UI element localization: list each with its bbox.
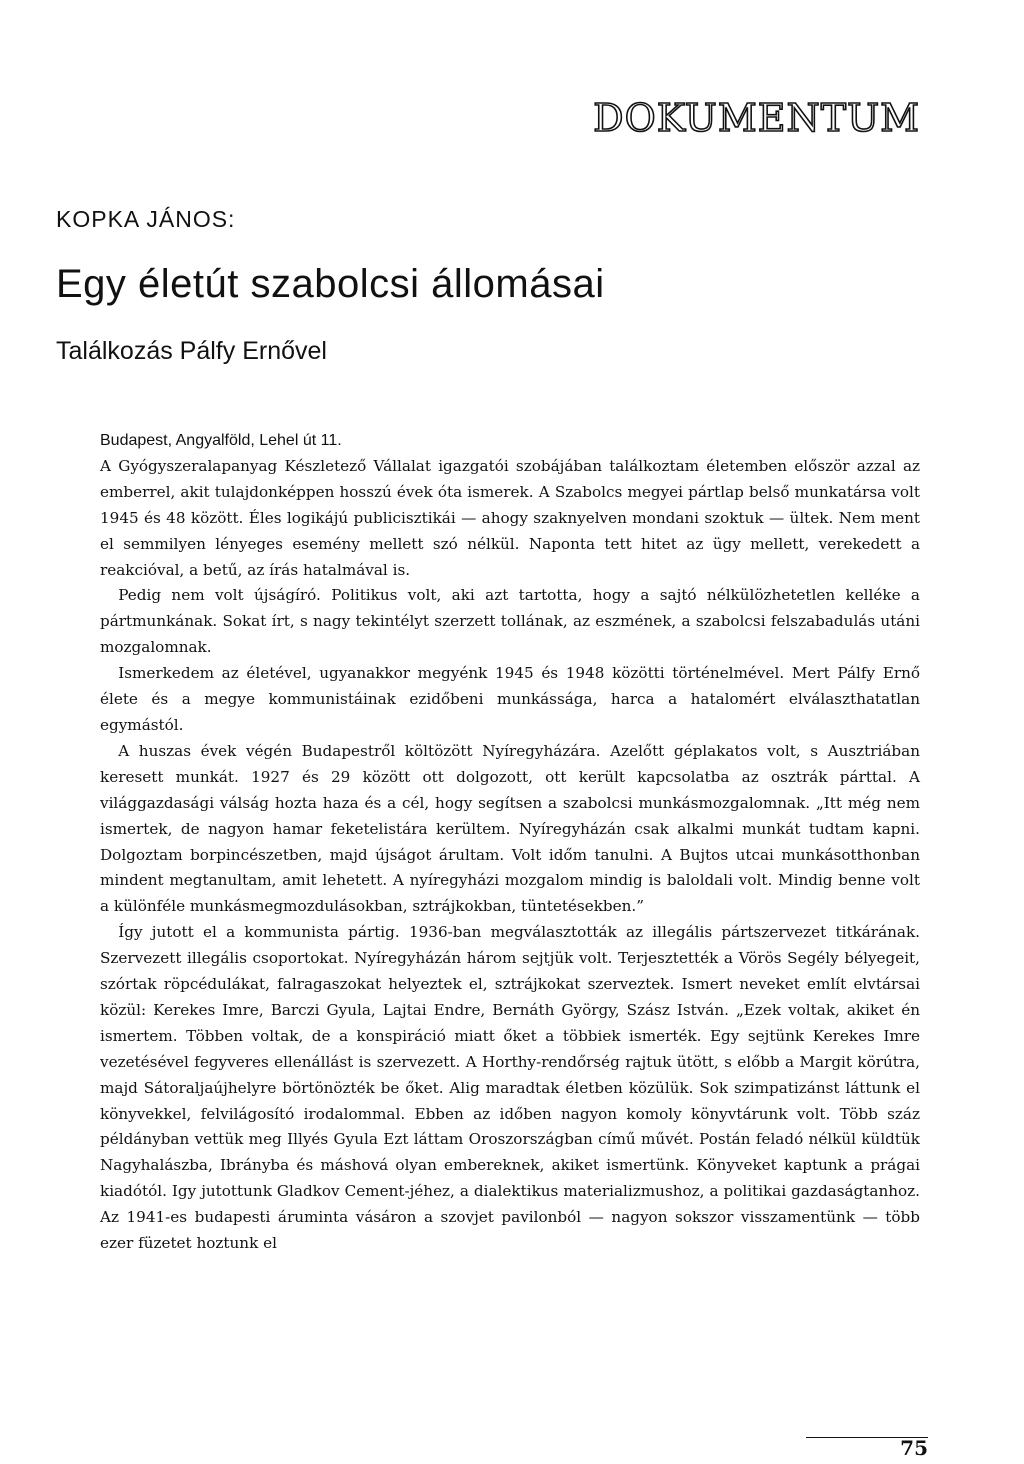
paragraph: A huszas évek végén Budapestről költözött Nyíregyházára. Azelőtt géplakatos volt, s Ausztriában keresett munkát. 1927 és 29 között ott dolgozott, ott került kapcsolatba az osztrák párttal. A világgazdasági válság hozta haza és a cél, hogy segítsen a szabolcsi munkásmozgalomnak. „Itt még nem ismertek, de nagyon hamar feketelistára kerültem. Nyíregyházán csak alkalmi munkát tudtam kapni. Dolgoztam borpincészetben, majd újságot árultam. Volt időm tanulni. A Bujtos utcai munkásotthonban mindent megtanultam, amit lehetett. A nyíregyházi mozgalom mindig is baloldali volt. Mindig benne volt a különféle munkásmegmozdulásokban, sztrájkokban, tüntetésekben.” xyxy=(100,741,920,916)
article-body xyxy=(100,428,920,1257)
paragraph: A Gyógyszeralapanyag Készletező Vállalat igazgatói szobájában találkoztam életemben először azzal az emberrel, akit tulajdonképpen hosszú évek óta ismerek. A Szabolcs megyei pártlap belső munkatársa volt 1945 és 48 között. Éles logikájú publicisztikái — ahogy szaknyelven mondani szoktuk — ültek. Nem ment el semmilyen lényeges esemény mellett szó nélkül. Naponta tett hitet az ügy mellett, verekedett a reakcióval, a betű, az írás hatalmával is. xyxy=(100,456,920,579)
section-label: DOKUMENTUM xyxy=(593,96,920,140)
paragraph: Ismerkedem az életével, ugyanakkor megyénk 1945 és 1948 közötti történelmével. Mert Pálfy Ernő élete és a megye kommunistáinak ezidőbeni munkássága, harca a hatalomért elválaszthatatlan egymástól. xyxy=(100,664,920,734)
page-number: 75 xyxy=(900,1436,928,1460)
paragraph: Így jutott el a kommunista pártig. 1936-ban megválasztották az illegális pártszervezet titkárának. Szervezett illegális csoportokat. Nyíregyházán három sejtjük volt. Terjesztették a Vörös Segély bélyegeit, szórtak röpcédulákat, falragaszokat helyeztek el, sztrájkokat szerveztek. Ismert neveket említ elvtársai közül: Kerekes Imre, Barczi Gyula, Lajtai Endre, Bernáth György, Szász István. „Ezek voltak, akiket én ismertem. Többen voltak, de a konspiráció miatt őket a többiek ismerték. Egy sejtünk Kerekes Imre vezetésével fegyveres ellenállást is szervezett. A Horthy-rendőrség rajtuk ütött, s előbb a Margit körútra, majd Sátoraljaújhelyre börtönözték be őket. Alig maradtak életben közülük. Sok szimpatizánst láttunk el könyvekkel, felvilágosító irodalommal. Ebben az időben nagyon komoly könyvtárunk volt. Több száz példányban vettük meg Illyés Gyula Ezt láttam Oroszországban című művét. Postán feladó nélkül küldtük Nagyhalászba, Ibrányba és máshová olyan embereknek, akiket ismertünk. Könyveket kaptunk a prágai kiadótól. Igy jutottunk Gladkov Cement-jéhez, a dialektikus materializmushoz, a politikai gazdaságtanhoz. Az 1941-es budapesti áruminta vásáron a szovjet pavilonból — nagyon sokszor visszamentünk — több ezer füzetet hoztunk el xyxy=(100,923,920,1253)
author-name: KOPKA JÁNOS: xyxy=(56,206,236,232)
place-line: Budapest, Angyalföld, Lehel út 11. xyxy=(100,432,342,449)
article-subtitle: Találkozás Pálfy Ernővel xyxy=(56,337,327,365)
paragraph: Pedig nem volt újságíró. Politikus volt, aki azt tartotta, hogy a sajtó nélkülözhetetlen kelléke a pártmunkának. Sokat írt, s nagy tekintélyt szerzett tollának, az eszmének, a szabolcsi felszabadulás utáni mozgalomnak. xyxy=(100,586,920,657)
article-title: Egy életút szabolcsi állomásai xyxy=(56,262,605,306)
